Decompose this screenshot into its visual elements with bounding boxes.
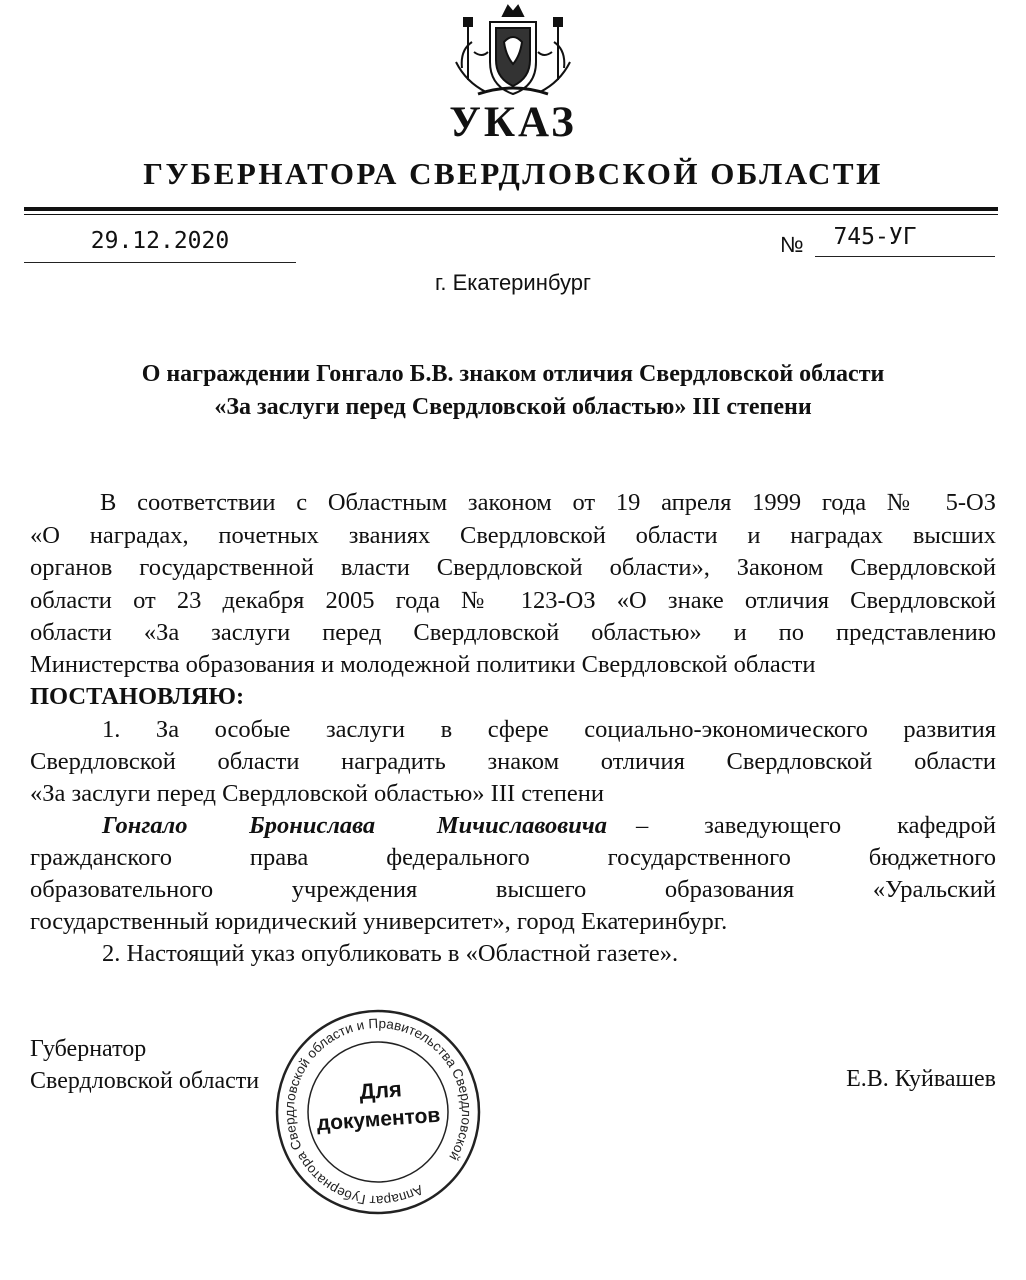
header-rule-thick — [24, 207, 998, 211]
body-line: «О наградах, почетных званиях Свердловской области и наградах высших — [30, 522, 996, 549]
stamp-ring-text: Аппарат Губернатора Свердловской области и Правительства Свердловской — [281, 1015, 475, 1209]
awardee-line — [102, 810, 996, 842]
header-rule-thin — [24, 214, 998, 215]
official-stamp — [274, 1008, 482, 1216]
number-sign: № — [780, 232, 804, 257]
body-line: области от 23 декабря 2005 года № 123-ОЗ «О знаке отличия Свердловской — [30, 587, 996, 614]
body-line: Свердловской области наградить знаком отличия Свердловской области — [30, 748, 996, 775]
body-line: области «За заслуги перед Свердловской областью» и по представлению — [30, 619, 996, 646]
stamp-text-line1: Для — [358, 1076, 403, 1105]
document-number: 745-УГ — [833, 224, 917, 250]
body-line: государственный юридический университет», город Екатеринбург. — [30, 908, 728, 935]
signatory-title-line1: Губернатор — [30, 1036, 147, 1062]
subject-heading-line1: О награждении Гонгало Б.В. знаком отличия Свердловской области — [141, 361, 885, 387]
body-line: образовательного учреждения высшего образования «Уральский — [30, 876, 996, 903]
document-date: 29.12.2020 — [90, 228, 230, 254]
awardee-name-text: Гонгало Бронислава Мичиславовича — [102, 812, 607, 839]
body-line: Министерства образования и молодежной политики Свердловской области — [30, 651, 816, 678]
document-issuer: ГУБЕРНАТОРА СВЕРДЛОВСКОЙ ОБЛАСТИ — [143, 156, 883, 191]
signatory-name: Е.В. Куйвашев — [846, 1066, 996, 1092]
body-line: гражданского права федерального государственного бюджетного — [30, 844, 996, 871]
coat-of-arms-emblem — [448, 2, 578, 100]
awardee-name — [102, 810, 607, 842]
number-underline — [815, 256, 995, 257]
document-city: г. Екатеринбург — [435, 270, 591, 295]
stamp-text-line2: документов — [316, 1103, 442, 1136]
document-title: УКАЗ — [449, 99, 577, 146]
body-line: 2. Настоящий указ опубликовать в «Областной газете». — [102, 940, 679, 967]
awardee-position: – заведующего кафедрой — [636, 812, 996, 839]
body-line: В соответствии с Областным законом от 19 апреля 1999 года № 5-ОЗ — [100, 489, 996, 516]
body-line: органов государственной власти Свердловской области», Законом Свердловской — [30, 554, 996, 581]
resolve-heading: ПОСТАНОВЛЯЮ: — [30, 683, 245, 710]
date-underline — [24, 262, 296, 263]
signatory-title-line2: Свердловской области — [30, 1068, 260, 1094]
body-line: 1. За особые заслуги в сфере социально-экономического развития — [102, 716, 996, 743]
subject-heading-line2: «За заслуги перед Свердловской областью» III степени — [214, 394, 812, 420]
body-line: «За заслуги перед Свердловской областью» III степени — [30, 780, 604, 807]
